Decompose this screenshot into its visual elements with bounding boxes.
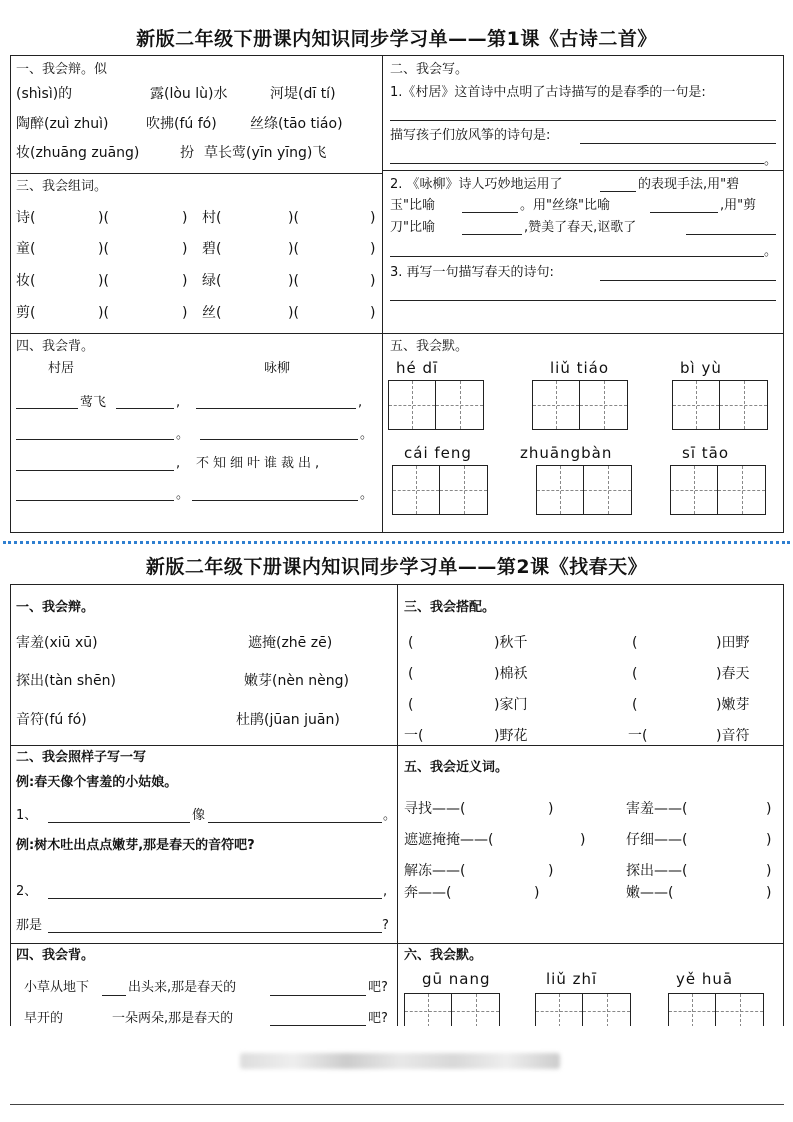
- sheet2-divider-b: [10, 943, 784, 944]
- s3-right-end: ): [370, 241, 376, 257]
- p2-s4-l1a: 小草从地下: [24, 980, 90, 995]
- s3-left-mid: )(: [98, 305, 109, 321]
- s5-grid6[interactable]: [670, 465, 766, 515]
- p2-s4-blank2[interactable]: [270, 995, 366, 996]
- s3-right-end: ): [370, 210, 376, 226]
- sheet-separator: [3, 541, 790, 544]
- s3-left-end: ): [182, 241, 188, 257]
- match-right-open: (: [632, 635, 638, 651]
- s5-heading: 五、我会默。: [390, 339, 469, 354]
- s3-left-mid: )(: [98, 241, 109, 257]
- s4-line3b: 不知细叶谁裁出,: [196, 456, 324, 471]
- p2-s4-blank1[interactable]: [102, 995, 126, 996]
- match-right-open: (: [632, 666, 638, 682]
- s5-py5: zhuāngbàn: [520, 444, 613, 462]
- p2-s2-q3end: ?: [382, 918, 389, 933]
- s4-dot3: 。: [176, 487, 190, 502]
- match-left-open: (: [408, 666, 414, 682]
- s1-heading: 一、我会辩。似: [16, 62, 108, 77]
- s1-r1c3: 河堤(dī tí): [270, 86, 336, 102]
- s2-q1b-line2[interactable]: [390, 163, 764, 164]
- p2-s4-l2b: 一朵两朵,那是春天的: [112, 1011, 234, 1026]
- p2-s4-heading: 四、我会背。: [16, 948, 95, 963]
- match-left-word: )家门: [494, 697, 528, 713]
- s3-left-mid: )(: [98, 273, 109, 289]
- s2-q2e: ,用"剪: [720, 198, 757, 213]
- match-left-open: 一(: [404, 728, 424, 744]
- match-right-word: )田野: [716, 635, 750, 651]
- s5-grid1[interactable]: [388, 380, 484, 430]
- p2-s6-grid1[interactable]: [404, 993, 500, 1027]
- s3-right-char: 村(: [202, 210, 222, 226]
- s2-q3-line2[interactable]: [390, 300, 776, 301]
- s4-blank5[interactable]: [200, 439, 358, 440]
- s2-dot2: 。: [764, 244, 778, 259]
- s4-dot2: 。: [360, 427, 374, 442]
- s3-left-char: 剪(: [16, 305, 36, 321]
- s2-q2c: 玉"比喻: [390, 198, 435, 213]
- match-right-open: (: [632, 697, 638, 713]
- p2-s6-py2: liǔ zhī: [546, 970, 598, 988]
- p2-s4-l1b: 出头来,那是春天的: [128, 980, 237, 995]
- s2-heading: 二、我会写。: [390, 62, 469, 77]
- s2-q1: 1.《村居》这首诗中点明了古诗描写的是春季的一句是:: [390, 85, 706, 100]
- p2-s2-q1mid: 像: [192, 808, 206, 823]
- synonym-right-close: ): [766, 832, 772, 848]
- sheet2-title: 新版二年级下册课内知识同步学习单——第2课《找春天》: [145, 556, 648, 578]
- sheet1-title: 新版二年级下册课内知识同步学习单——第1课《古诗二首》: [136, 28, 657, 50]
- s5-py1: hé dī: [396, 359, 439, 377]
- s2-q3: 3. 再写一句描写春天的诗句:: [390, 265, 554, 280]
- s5-grid5[interactable]: [536, 465, 632, 515]
- s3-left-char: 妆(: [16, 273, 36, 289]
- match-left-open: (: [408, 697, 414, 713]
- s3-right-char: 绿(: [202, 273, 222, 289]
- synonym-left: 奔——(: [404, 885, 452, 901]
- s2-q2-line[interactable]: [390, 256, 764, 257]
- p2-s2-ex1: 例:春天像个害羞的小姑娘。: [16, 775, 178, 790]
- match-left-word: )棉袄: [494, 666, 528, 682]
- p2-s2-q1: 1、: [16, 808, 38, 823]
- synonym-left-close: ): [548, 863, 554, 879]
- p2-s1-r3c2: 杜鹃(jūan juān): [236, 712, 340, 728]
- p2-s4-l2a: 早开的: [24, 1011, 64, 1026]
- s3-heading: 三、我会组词。: [16, 179, 108, 194]
- s3-left-mid: )(: [98, 210, 109, 226]
- s2-q2b: 的表现手法,用"碧: [638, 177, 740, 192]
- s5-grid3[interactable]: [672, 380, 768, 430]
- p2-s2-q3-blank[interactable]: [48, 932, 382, 933]
- synonym-left-close: ): [580, 832, 586, 848]
- p2-s2-heading: 二、我会照样子写一写: [16, 750, 147, 765]
- s5-grid4[interactable]: [392, 465, 488, 515]
- p2-s1-r1c2: 遮掩(zhē zē): [248, 635, 333, 651]
- s2-q1b: 描写孩子们放风筝的诗句是:: [390, 128, 551, 143]
- p2-s3-heading: 三、我会搭配。: [404, 600, 496, 615]
- p2-s6-heading: 六、我会默。: [404, 948, 483, 963]
- p2-s6-grid2[interactable]: [535, 993, 631, 1027]
- s1-r3c2: 扮: [180, 145, 194, 161]
- p2-s4-l1c: 吧?: [368, 980, 388, 995]
- s5-py6: sī tāo: [682, 444, 730, 462]
- synonym-left-close: ): [548, 801, 554, 817]
- p2-s4-l2c: 吧?: [368, 1011, 388, 1026]
- sheet2-divider-a: [10, 745, 784, 746]
- p2-s2-ex2: 例:树木吐出点点嫩芽,那是春天的音符吧?: [16, 838, 255, 853]
- s4-blank1[interactable]: [16, 408, 78, 409]
- s4-blank3[interactable]: [196, 408, 356, 409]
- p2-s2-q1-blank1[interactable]: [48, 822, 190, 823]
- s2-q2-blank2[interactable]: [462, 212, 518, 213]
- s5-py4: cái feng: [404, 444, 472, 462]
- page-fade: [0, 1026, 793, 1122]
- s1-r2c3: 丝绦(tāo tiáo): [250, 116, 343, 132]
- s3-right-mid: )(: [288, 305, 299, 321]
- s3-left-end: ): [182, 210, 188, 226]
- s2-q2f: 刀"比喻: [390, 220, 435, 235]
- s3-right-end: ): [370, 273, 376, 289]
- s4-poem1: 村居: [48, 361, 75, 376]
- p2-s1-r2c2: 嫩芽(nèn nèng): [244, 673, 349, 689]
- s4-blank6[interactable]: [16, 470, 174, 471]
- s5-py3: bì yù: [680, 359, 722, 377]
- s4-blank8[interactable]: [192, 500, 358, 501]
- match-left-open: (: [408, 635, 414, 651]
- match-right-word: )春天: [716, 666, 750, 682]
- s4-comma1: ,: [176, 395, 181, 410]
- s2-q1-line[interactable]: [390, 120, 776, 121]
- synonym-right: 探出——(: [626, 863, 688, 879]
- s3-right-end: ): [370, 305, 376, 321]
- s4-blank7[interactable]: [16, 500, 174, 501]
- s3-divider: [10, 333, 784, 334]
- s2-q2-blank5[interactable]: [686, 234, 776, 235]
- p2-s2-q1-blank2[interactable]: [208, 822, 382, 823]
- s4-fill1: 莺飞: [80, 395, 107, 410]
- p2-s6-grid3[interactable]: [668, 993, 764, 1027]
- synonym-left: 解冻——(: [404, 863, 466, 879]
- p2-s2-q2end: ,: [383, 884, 388, 899]
- s4-heading: 四、我会背。: [16, 339, 95, 354]
- synonym-left: 遮遮掩掩——(: [404, 832, 494, 848]
- s3-left-char: 诗(: [16, 210, 36, 226]
- synonym-right-close: ): [766, 801, 772, 817]
- footer-line: [10, 1104, 784, 1105]
- s2-q1b-line[interactable]: [580, 143, 776, 144]
- s4-poem2: 咏柳: [264, 361, 291, 376]
- s2-q2g: ,赞美了春天,讴歌了: [524, 220, 637, 235]
- s2-dot1: 。: [764, 153, 778, 168]
- sheet1-divider: [382, 55, 383, 533]
- s5-py2: liǔ tiáo: [550, 359, 610, 377]
- s2-divider: [382, 170, 784, 171]
- s3-left-end: ): [182, 273, 188, 289]
- match-left-word: )秋千: [494, 635, 528, 651]
- p2-s1-heading: 一、我会辩。: [16, 600, 95, 615]
- s3-right-mid: )(: [288, 273, 299, 289]
- p2-s6-py3: yě huā: [676, 970, 734, 988]
- p2-s1-r1c1: 害羞(xiū xū): [16, 635, 98, 651]
- s3-left-char: 童(: [16, 241, 36, 257]
- s5-grid2[interactable]: [532, 380, 628, 430]
- s1-divider: [10, 173, 382, 174]
- s4-dot4: 。: [360, 487, 374, 502]
- s3-right-mid: )(: [288, 210, 299, 226]
- match-right-word: )音符: [716, 728, 750, 744]
- s2-q2d: 。用"丝绦"比喻: [520, 198, 610, 213]
- synonym-right-close: ): [766, 863, 772, 879]
- s4-comma3: ,: [176, 456, 181, 471]
- p2-s6-py1: gū nang: [422, 970, 491, 988]
- p2-s2-q3: 那是: [16, 918, 43, 933]
- synonym-right: 害羞——(: [626, 801, 688, 817]
- s4-blank2[interactable]: [116, 408, 174, 409]
- s1-r2c2: 吹拂(fú fó): [146, 116, 217, 132]
- sheet2-divider: [397, 584, 398, 1026]
- s4-comma2: ,: [358, 395, 363, 410]
- s2-q3-line[interactable]: [600, 280, 776, 281]
- s2-q2a: 2. 《咏柳》诗人巧妙地运用了: [390, 177, 563, 192]
- blurred-watermark: [240, 1053, 560, 1069]
- p2-s2-q2-blank[interactable]: [48, 898, 382, 899]
- s3-right-mid: )(: [288, 241, 299, 257]
- synonym-right: 仔细——(: [626, 832, 688, 848]
- s1-r1c1: (shìsì)的: [16, 86, 73, 102]
- p2-s2-dot: 。: [383, 808, 397, 823]
- p2-s2-q2: 2、: [16, 884, 38, 899]
- p2-s1-r3c1: 音符(fú fó): [16, 712, 87, 728]
- s4-blank4[interactable]: [16, 439, 174, 440]
- s2-q2-blank1[interactable]: [600, 191, 636, 192]
- s1-r2c1: 陶醉(zuì zhuì): [16, 116, 109, 132]
- s1-r3c1: 妆(zhuāng zuāng): [16, 145, 140, 161]
- s3-right-char: 碧(: [202, 241, 222, 257]
- match-left-word: )野花: [494, 728, 528, 744]
- s3-left-end: ): [182, 305, 188, 321]
- s1-r1c2: 露(lòu lù)水: [150, 86, 228, 102]
- synonym-right: 嫩——(: [626, 885, 674, 901]
- synonym-left-close: ): [534, 885, 540, 901]
- s2-q2-blank4[interactable]: [462, 234, 522, 235]
- p2-s1-r2c1: 探出(tàn shēn): [16, 673, 116, 689]
- p2-s5-heading: 五、我会近义词。: [404, 760, 509, 775]
- synonym-right-close: ): [766, 885, 772, 901]
- s4-dot1: 。: [176, 427, 190, 442]
- s3-right-char: 丝(: [202, 305, 222, 321]
- match-right-open: 一(: [628, 728, 648, 744]
- sheet1-frame: [10, 55, 784, 533]
- s2-q2-blank3[interactable]: [650, 212, 718, 213]
- match-right-word: )嫩芽: [716, 697, 750, 713]
- synonym-left: 寻找——(: [404, 801, 466, 817]
- s1-r3c3: 草长莺(yīn yīng)飞: [204, 145, 327, 161]
